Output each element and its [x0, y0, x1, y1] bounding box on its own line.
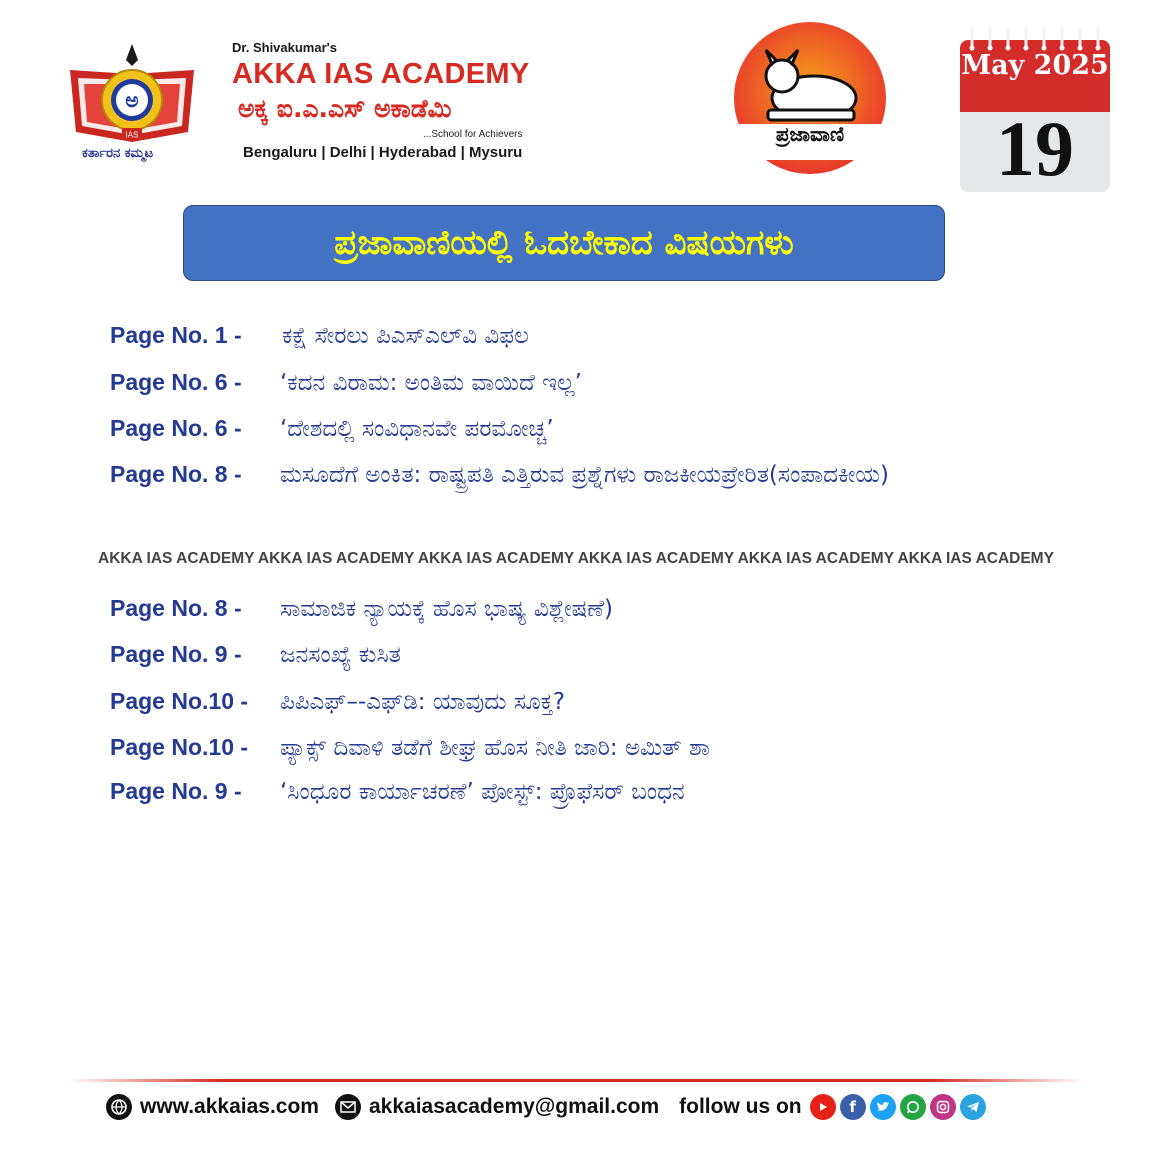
article-title: ಜನಸಂಖ್ಯೆ ಕುಸಿತ — [280, 642, 401, 668]
calendar-month-year: May 2025 — [961, 50, 1109, 81]
academy-motto: ಕರ್ತಾರನ ಕಮ್ಮಟ — [82, 146, 154, 161]
article-title: ‘ಕದನ ವಿರಾಮ: ಅಂತಿಮ ವಾಯಿದೆ ಇಲ್ಲ’ — [280, 370, 582, 396]
article-title: ಪಿಪಿಎಫ್‌–-ಎಫ್‌ಡಿ: ಯಾವುದು ಸೂಕ್ತ? — [280, 689, 566, 715]
brand-cities: Bengaluru | Delhi | Hyderabad | Mysuru — [243, 144, 523, 161]
article-page: Page No.10 - — [110, 688, 249, 714]
brand-name-kannada: ಅಕ್ಕ ಐ.ಎ.ಎಸ್ ಅಕಾಡೆಮಿ — [238, 94, 452, 123]
website-link[interactable]: www.akkaias.com — [140, 1095, 319, 1118]
article-item — [110, 778, 685, 805]
article-title: ಪ್ಯಾಕ್ಸ್‌ ದಿವಾಳಿ ತಡೆಗೆ ಶೀಘ್ರ ಹೊಸ ನೀತಿ ಜಾರಿ: ಅಮಿತ್ ಶಾ — [280, 735, 710, 761]
article-page: Page No. 6 - — [110, 369, 242, 395]
facebook-icon[interactable]: f — [840, 1094, 866, 1120]
article-title: ಕಕ್ಷೆ ಸೇರಲು ಪಿಎಸ್‌ಎಲ್‌ವಿ ವಿಫಲ — [282, 323, 529, 349]
globe-icon — [106, 1094, 132, 1120]
newspaper-name: ಪ್ರಜಾವಾಣಿ — [775, 122, 845, 146]
article-title: ‘ದೇಶದಲ್ಲಿ ಸಂವಿಧಾನವೇ ಪರಮೋಚ್ಚ’ — [280, 416, 554, 442]
youtube-icon[interactable] — [810, 1094, 836, 1120]
email-icon — [335, 1094, 361, 1120]
whatsapp-icon[interactable] — [900, 1094, 926, 1120]
article-item — [110, 688, 565, 715]
watermark-line: AKKA IAS ACADEMY AKKA IAS ACADEMY AKKA IAS ACADEMY AKKA IAS ACADEMY AKKA IAS ACADEMY AKKA IAS ACADEMY — [98, 550, 1054, 567]
brand-owner: Dr. Shivakumar's — [232, 40, 337, 55]
date-calendar — [960, 24, 1110, 192]
article-item — [110, 415, 554, 442]
footer-bar — [106, 1092, 990, 1122]
calendar-day: 19 — [996, 105, 1074, 192]
article-page: Page No. 9 - — [110, 641, 242, 667]
article-item — [110, 322, 529, 349]
article-page: Page No. 8 - — [110, 461, 242, 487]
article-item — [110, 456, 930, 493]
article-title: ಸಾಮಾಜಿಕ ನ್ಯಾಯಕ್ಕೆ ಹೊಸ ಭಾಷ್ಯ ವಿಶ್ಲೇಷಣೆ) — [280, 596, 614, 622]
title-banner — [183, 205, 945, 281]
article-page: Page No. 1 - — [110, 322, 242, 348]
article-item — [110, 595, 613, 622]
instagram-icon[interactable] — [930, 1094, 956, 1120]
article-title: ‘ಸಿಂಧೂರ ಕಾರ್ಯಾಚರಣೆ’ ಪೋಸ್ಟ್‌: ಪ್ರೊಫೆಸರ್ ಬಂಧನ — [280, 779, 685, 805]
article-page: Page No. 6 - — [110, 415, 242, 441]
article-item — [110, 369, 582, 396]
twitter-icon[interactable] — [870, 1094, 896, 1120]
article-title: ಮಸೂದೆಗೆ ಅಂಕಿತ: ರಾಷ್ಟ್ರಪತಿ ಎತ್ತಿರುವ ಪ್ರಶ್ನೆಗಳು ರಾಜಕೀಯಪ್ರೇರಿತ(ಸಂಪಾದಕೀಯ) — [280, 462, 889, 488]
footer-divider — [68, 1079, 1084, 1082]
email-link[interactable]: akkaiasacademy@gmail.com — [368, 1095, 660, 1118]
follow-label: follow us on — [679, 1095, 802, 1118]
article-item — [110, 734, 710, 761]
brand-tagline: ...School for Achievers — [423, 129, 523, 140]
emblem-letter: ಅ — [125, 88, 139, 112]
article-item — [110, 641, 401, 668]
article-page: Page No. 9 - — [110, 778, 242, 804]
emblem-badge: IAS — [125, 130, 139, 140]
banner-title: ಪ್ರಜಾವಾಣಿಯಲ್ಲಿ ಓದಬೇಕಾದ ವಿಷಯಗಳು — [334, 223, 794, 263]
newspaper-logo — [732, 20, 888, 176]
brand-name: AKKA IAS ACADEMY — [232, 58, 530, 90]
telegram-icon[interactable] — [960, 1094, 986, 1120]
article-page: Page No. 8 - — [110, 595, 242, 621]
article-page: Page No.10 - — [110, 734, 249, 760]
